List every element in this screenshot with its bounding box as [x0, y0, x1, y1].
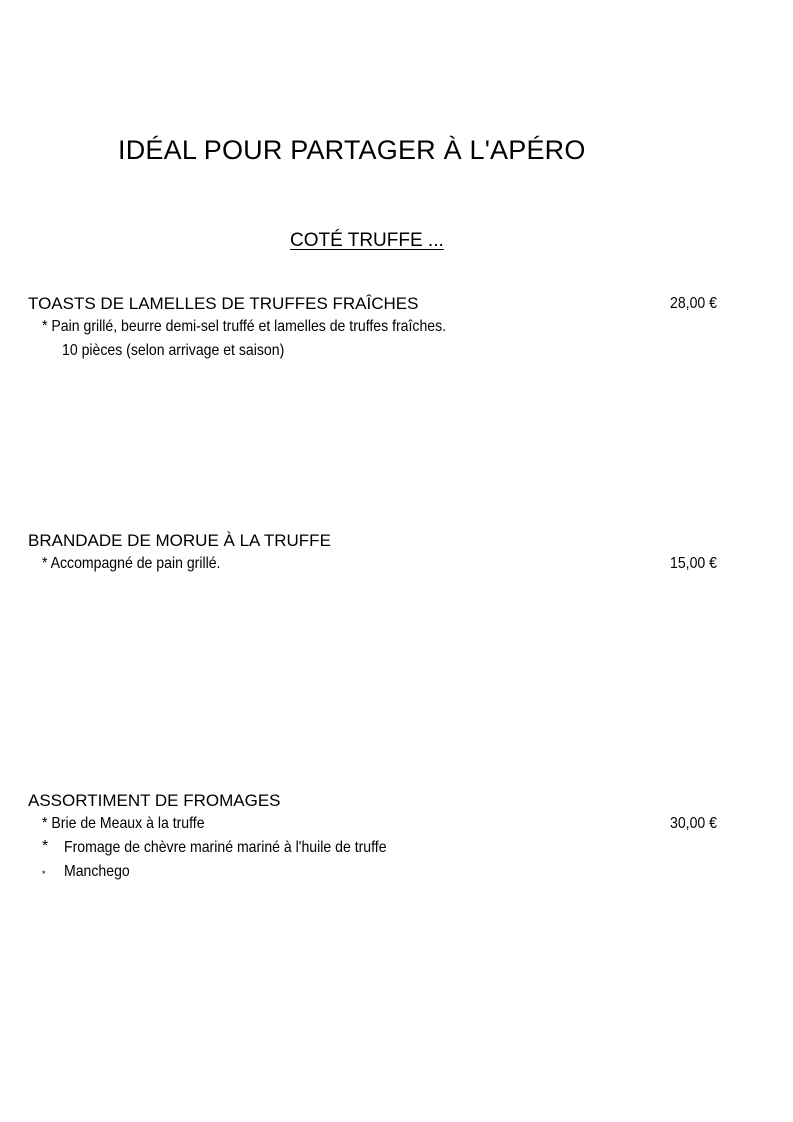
item-name-brandade: BRANDADE DE MORUE À LA TRUFFE	[28, 531, 331, 550]
section-heading: COTÉ TRUFFE ...	[290, 230, 444, 251]
bullet-small-star: *	[42, 869, 46, 879]
item-desc-toasts-2: 10 pièces (selon arrivage et saison)	[62, 342, 285, 359]
item-name-fromages: ASSORTIMENT DE FROMAGES	[28, 791, 281, 810]
bullet-star: *	[42, 838, 49, 855]
item-desc-fromages-2: Fromage de chèvre mariné mariné à l'huile de truffe	[64, 839, 387, 856]
item-price-brandade: 15,00 €	[670, 555, 717, 572]
page-title: IDÉAL POUR PARTAGER À L'APÉRO	[118, 135, 586, 165]
item-price-toasts: 28,00 €	[670, 295, 717, 312]
item-desc-brandade-1: * Accompagné de pain grillé.	[42, 555, 221, 572]
item-name-toasts: TOASTS DE LAMELLES DE TRUFFES FRAÎCHES	[28, 294, 419, 313]
item-desc-fromages-3: Manchego	[64, 863, 130, 880]
item-price-fromages: 30,00 €	[670, 815, 717, 832]
item-desc-fromages-1: * Brie de Meaux à la truffe	[42, 815, 205, 832]
item-desc-toasts-1: * Pain grillé, beurre demi-sel truffé et lamelles de truffes fraîches.	[42, 318, 447, 335]
